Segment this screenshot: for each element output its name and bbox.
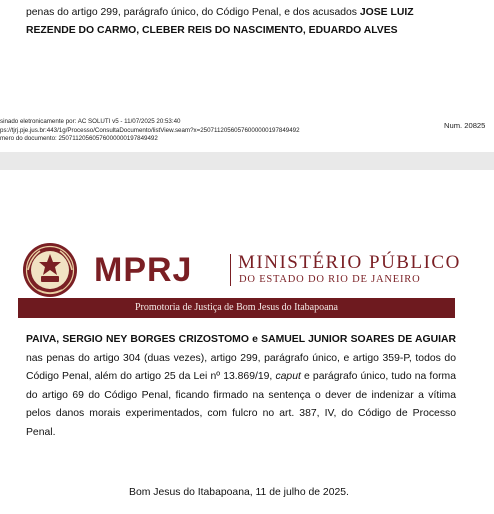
logo-divider (230, 254, 231, 286)
ministerio-subtitle: DO ESTADO DO RIO DE JANEIRO (239, 274, 421, 285)
signed-by-line: sinado eletronicamente por: AC SOLUTI v5 - 11/07/2025 20:53:40 (0, 118, 181, 125)
top-paragraph-bold-name: JOSE LUIZ (359, 7, 414, 18)
top-paragraph-line2 (26, 22, 456, 40)
top-paragraph (26, 4, 456, 40)
page-number-label: Num. 20825 (444, 121, 486, 130)
main-paragraph (26, 331, 456, 443)
main-paragraph-text-1: nas penas do artigo 304 (duas vezes), artigo 299, parágrafo único, e artigo 359-P, todos do Código Penal, além do artigo 25 da Lei nº 13.869/19, (26, 352, 456, 383)
document-url-link[interactable]: ps://tjrj.pje.jus.br:443/1g/Processo/ConsultaDocumento/listView.seam?x=25071120560576000000197849492 (0, 126, 300, 134)
top-paragraph-line1: penas do artigo 299, parágrafo único, do Código Penal, e dos acusados JOSE LUIZ (26, 7, 414, 18)
ministerio-title: MINISTÉRIO PÚBLICO (238, 252, 461, 273)
mp-emblem-icon (22, 242, 78, 298)
promotoria-banner: Promotoria de Justiça de Bom Jesus do Itabapoana (18, 298, 455, 318)
page-separator (0, 152, 494, 170)
signature-footer (0, 118, 300, 144)
top-paragraph-bold-names: REZENDE DO CARMO, CLEBER REIS DO NASCIMENTO, EDUARDO ALVES (26, 25, 398, 36)
document-number-line: mero do documento: 25071120560576000000197849492 (0, 135, 158, 142)
mprj-logo: MPRJ (94, 251, 193, 289)
date-line: Bom Jesus do Itabapoana, 11 de julho de 2025. (129, 487, 349, 498)
defendant-names: PAIVA, SERGIO NEY BORGES CRIZOSTOMO e SAMUEL JUNIOR SOARES DE AGUIAR (26, 334, 456, 345)
main-paragraph-text-2: e parágrafo único, tudo na forma do artigo 69 do Código Penal, ficando firmado na sentença o dever de indenizar a vítima pelos danos morais experimentados, com fulcro no art. 387, IV, do Código de Processo Penal. (26, 371, 456, 438)
caput-italic: caput (275, 371, 301, 383)
